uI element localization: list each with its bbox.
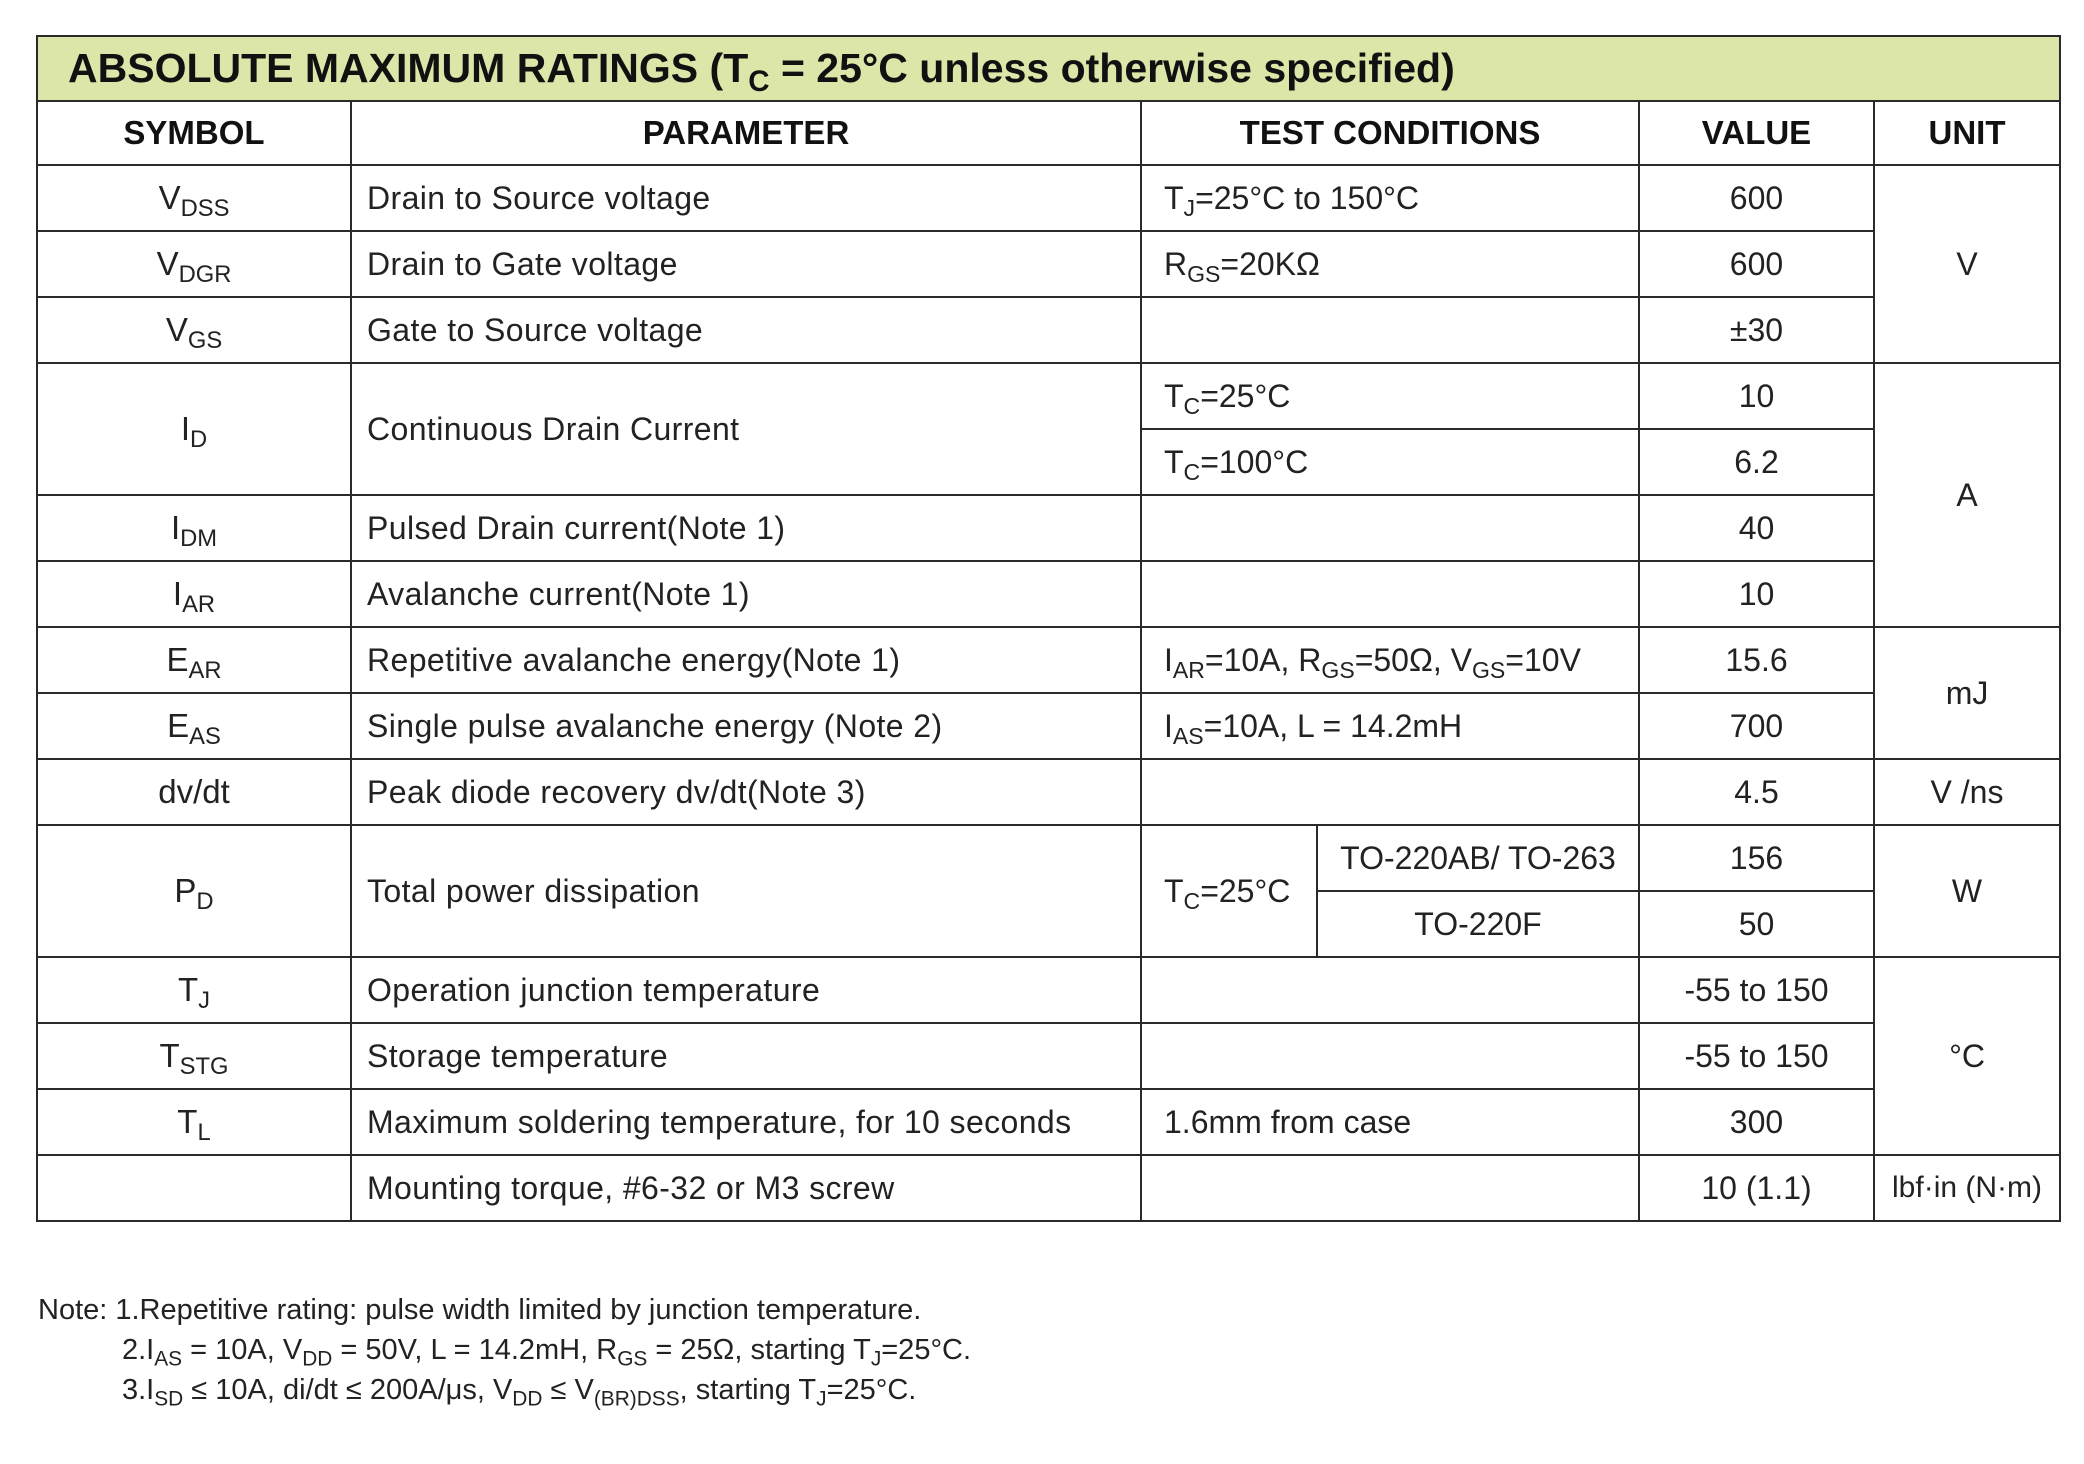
header-value: VALUE xyxy=(1639,101,1874,165)
tc-part: =10A, R xyxy=(1204,641,1322,678)
symbol-main: T xyxy=(177,971,199,1008)
test-condition-cell xyxy=(1141,825,1317,957)
symbol-sub: DGR xyxy=(178,261,232,289)
note-sub: (BR)DSS xyxy=(593,1387,680,1411)
test-condition-cell xyxy=(1141,231,1639,297)
tc-sub: C xyxy=(1183,887,1201,914)
tc-rest: =25°C xyxy=(1200,872,1291,909)
unit-cell: mJ xyxy=(1874,627,2060,759)
notes-section xyxy=(38,1290,971,1410)
table-row xyxy=(37,759,2060,825)
tc-part: I xyxy=(1164,641,1173,678)
parameter-cell: Drain to Source voltage xyxy=(351,165,1141,231)
note-sub: GS xyxy=(617,1347,648,1371)
parameter-cell: Mounting torque, #6-32 or M3 screw xyxy=(351,1155,1141,1221)
note-2 xyxy=(38,1330,971,1370)
package-cell: TO-220F xyxy=(1317,891,1639,957)
symbol-main: I xyxy=(172,575,183,612)
note-part: 2.I xyxy=(122,1334,155,1366)
tc-rest: =20KΩ xyxy=(1220,245,1320,282)
header-unit: UNIT xyxy=(1874,101,2060,165)
symbol-main: T xyxy=(177,1103,198,1140)
tc-sub: C xyxy=(1183,458,1201,485)
title-main: ABSOLUTE MAXIMUM RATINGS (T xyxy=(68,45,749,91)
tc-part: =10A, L = 14.2mH xyxy=(1203,707,1463,744)
value-cell: 40 xyxy=(1639,495,1874,561)
test-condition-cell xyxy=(1141,759,1639,825)
parameter-cell: Peak diode recovery dv/dt(Note 3) xyxy=(351,759,1141,825)
symbol-cell xyxy=(37,825,351,957)
parameter-cell: Gate to Source voltage xyxy=(351,297,1141,363)
value-cell: 6.2 xyxy=(1639,429,1874,495)
tc-rest: =100°C xyxy=(1200,443,1309,480)
symbol-sub: AS xyxy=(189,723,221,751)
parameter-cell: Repetitive avalanche energy(Note 1) xyxy=(351,627,1141,693)
note-part: 3.I xyxy=(122,1374,155,1406)
header-symbol: SYMBOL xyxy=(37,101,351,165)
unit-cell: W xyxy=(1874,825,2060,957)
tc-sub: C xyxy=(1183,392,1201,419)
symbol-cell xyxy=(37,957,351,1023)
symbol-sub: AR xyxy=(188,657,222,685)
title-sub: C xyxy=(748,64,770,98)
symbol-sub: DM xyxy=(180,525,218,553)
symbol-cell xyxy=(37,363,351,495)
test-condition-cell xyxy=(1141,561,1639,627)
table-row xyxy=(37,231,2060,297)
note-part: =25°C. xyxy=(826,1374,917,1406)
note-part: , starting T xyxy=(679,1374,817,1406)
symbol-main: E xyxy=(167,707,190,744)
symbol-main: I xyxy=(170,509,181,546)
note-part: = 50V, L = 14.2mH, R xyxy=(332,1334,618,1366)
tc-part: I xyxy=(1164,707,1173,744)
symbol-cell xyxy=(37,561,351,627)
tc-main: T xyxy=(1164,179,1184,216)
symbol-cell: dv/dt xyxy=(37,759,351,825)
table-row xyxy=(37,825,2060,891)
unit-cell: V /ns xyxy=(1874,759,2060,825)
tc-sub: J xyxy=(1183,194,1196,221)
header-parameter: PARAMETER xyxy=(351,101,1141,165)
symbol-cell xyxy=(37,495,351,561)
symbol-cell xyxy=(37,165,351,231)
table-row xyxy=(37,297,2060,363)
tc-sub: GS xyxy=(1472,656,1506,683)
symbol-sub: AR xyxy=(182,591,216,619)
test-condition-cell xyxy=(1141,165,1639,231)
table-row xyxy=(37,957,2060,1023)
unit-cell: V xyxy=(1874,165,2060,363)
tc-sub: AS xyxy=(1172,722,1204,749)
tc-part: =10V xyxy=(1505,641,1581,678)
value-cell: 10 xyxy=(1639,363,1874,429)
table-row xyxy=(37,693,2060,759)
tc-part: =50Ω, V xyxy=(1354,641,1473,678)
value-cell: 10 xyxy=(1639,561,1874,627)
symbol-sub: D xyxy=(196,888,214,916)
table-row xyxy=(37,363,2060,429)
test-condition-cell xyxy=(1141,957,1639,1023)
symbol-main: V xyxy=(156,245,179,282)
tc-main: T xyxy=(1164,443,1184,480)
value-cell: 156 xyxy=(1639,825,1874,891)
note-sub: DD xyxy=(302,1347,333,1371)
note-sub: SD xyxy=(154,1387,184,1411)
symbol-cell xyxy=(37,1023,351,1089)
table-row xyxy=(37,495,2060,561)
tc-main: T xyxy=(1164,872,1184,909)
test-condition-cell: 1.6mm from case xyxy=(1141,1089,1639,1155)
symbol-cell xyxy=(37,297,351,363)
note-sub: AS xyxy=(154,1347,183,1371)
tc-sub: GS xyxy=(1187,260,1221,287)
note-3 xyxy=(38,1370,971,1410)
symbol-cell xyxy=(37,1089,351,1155)
tc-main: R xyxy=(1164,245,1188,282)
test-condition-cell xyxy=(1141,627,1639,693)
test-condition-cell xyxy=(1141,1023,1639,1089)
tc-sub: GS xyxy=(1321,656,1355,683)
parameter-cell: Pulsed Drain current(Note 1) xyxy=(351,495,1141,561)
header-test-conditions: TEST CONDITIONS xyxy=(1141,101,1639,165)
value-cell: 10 (1.1) xyxy=(1639,1155,1874,1221)
symbol-main: V xyxy=(165,311,188,348)
test-condition-cell xyxy=(1141,297,1639,363)
test-condition-cell xyxy=(1141,1155,1639,1221)
absolute-maximum-ratings-table xyxy=(36,35,2059,1255)
value-cell: 50 xyxy=(1639,891,1874,957)
symbol-main: V xyxy=(158,179,181,216)
parameter-cell: Maximum soldering temperature, for 10 seconds xyxy=(351,1089,1141,1155)
unit-cell: °C xyxy=(1874,957,2060,1155)
value-cell: 600 xyxy=(1639,231,1874,297)
note-1: Note: 1.Repetitive rating: pulse width limited by junction temperature. xyxy=(38,1294,922,1326)
table-row xyxy=(37,1089,2060,1155)
note-sub: J xyxy=(816,1387,827,1411)
value-cell: 4.5 xyxy=(1639,759,1874,825)
parameter-cell: Drain to Gate voltage xyxy=(351,231,1141,297)
table-row xyxy=(37,1023,2060,1089)
table-row xyxy=(37,561,2060,627)
symbol-sub: D xyxy=(190,426,208,454)
symbol-main: E xyxy=(166,641,189,678)
symbol-sub: STG xyxy=(179,1053,229,1081)
parameter-cell: Continuous Drain Current xyxy=(351,363,1141,495)
value-cell: 15.6 xyxy=(1639,627,1874,693)
tc-main: T xyxy=(1164,377,1184,414)
tc-sub: AR xyxy=(1172,656,1205,683)
test-condition-cell xyxy=(1141,363,1639,429)
table-row xyxy=(37,627,2060,693)
note-part: = 10A, V xyxy=(182,1334,303,1366)
symbol-main: P xyxy=(174,872,197,909)
table-row xyxy=(37,1155,2060,1221)
symbol-cell xyxy=(37,1155,351,1221)
value-cell: -55 to 150 xyxy=(1639,957,1874,1023)
note-sub: DD xyxy=(512,1387,543,1411)
symbol-sub: DSS xyxy=(180,195,230,223)
test-condition-cell xyxy=(1141,495,1639,561)
symbol-cell xyxy=(37,693,351,759)
note-sub: J xyxy=(870,1347,882,1371)
value-cell: 700 xyxy=(1639,693,1874,759)
value-cell: ±30 xyxy=(1639,297,1874,363)
note-part: ≤ 10A, di/dt ≤ 200A/μs, V xyxy=(183,1374,513,1406)
parameter-cell: Total power dissipation xyxy=(351,825,1141,957)
symbol-cell xyxy=(37,627,351,693)
value-cell: 600 xyxy=(1639,165,1874,231)
symbol-main: T xyxy=(159,1037,180,1074)
symbol-sub: J xyxy=(198,987,211,1015)
test-condition-cell xyxy=(1141,693,1639,759)
note-part: ≤ V xyxy=(542,1374,594,1406)
note-part: =25°C. xyxy=(881,1334,972,1366)
table-title xyxy=(37,36,2060,101)
value-cell: 300 xyxy=(1639,1089,1874,1155)
tc-rest: =25°C to 150°C xyxy=(1195,179,1420,216)
test-condition-cell xyxy=(1141,429,1639,495)
symbol-main: I xyxy=(180,410,190,447)
symbol-cell xyxy=(37,231,351,297)
title-rest: = 25°C unless otherwise specified) xyxy=(769,45,1455,91)
unit-cell: A xyxy=(1874,363,2060,627)
package-cell: TO-220AB/ TO-263 xyxy=(1317,825,1639,891)
tc-rest: =25°C xyxy=(1200,377,1291,414)
parameter-cell: Storage temperature xyxy=(351,1023,1141,1089)
unit-cell: lbf·in (N·m) xyxy=(1874,1155,2060,1221)
parameter-cell: Avalanche current(Note 1) xyxy=(351,561,1141,627)
symbol-sub: GS xyxy=(187,327,223,355)
parameter-cell: Operation junction temperature xyxy=(351,957,1141,1023)
parameter-cell: Single pulse avalanche energy (Note 2) xyxy=(351,693,1141,759)
value-cell: -55 to 150 xyxy=(1639,1023,1874,1089)
table-row xyxy=(37,165,2060,231)
note-part: = 25Ω, starting T xyxy=(647,1334,871,1366)
symbol-sub: L xyxy=(197,1119,211,1147)
